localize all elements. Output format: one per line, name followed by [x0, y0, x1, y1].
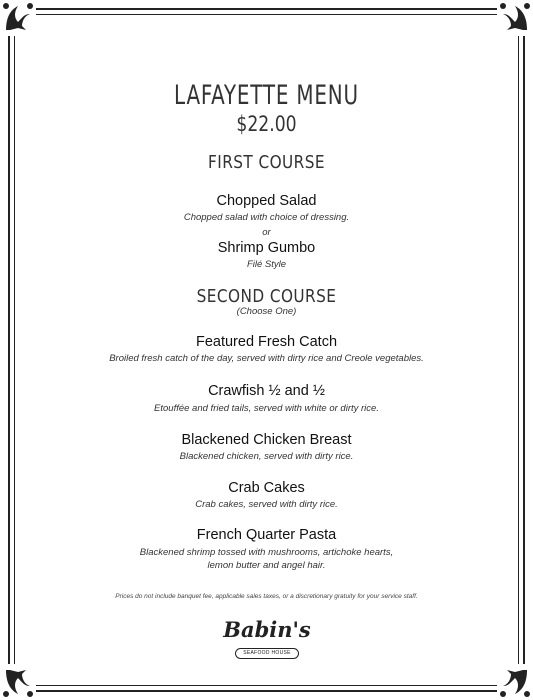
- menu-price: $22.00: [236, 112, 297, 136]
- second-course-heading: SECOND COURSE: [196, 286, 337, 307]
- first-course-heading: FIRST COURSE: [208, 152, 325, 173]
- or-separator: or: [262, 227, 271, 238]
- item-name: Crawfish ½ and ½: [208, 383, 325, 399]
- item-description: Chopped salad with choice of dressing.: [183, 212, 350, 223]
- item-name: Blackened Chicken Breast: [181, 432, 352, 448]
- babins-logo: [221, 617, 313, 665]
- item-description: lemon butter and angel hair.: [207, 560, 326, 571]
- item-name: French Quarter Pasta: [196, 527, 337, 543]
- fleur-de-lis-icon: [497, 664, 533, 700]
- item-description: Broiled fresh catch of the day, served with dirty rice and Creole vegetables.: [109, 353, 424, 364]
- second-course-subheading: (Choose One): [236, 306, 297, 317]
- logo-name: Babin's: [223, 617, 311, 642]
- item-description: Crab cakes, served with dirty rice.: [195, 499, 338, 510]
- fleur-de-lis-icon: [0, 664, 36, 700]
- footnote: Prices do not include banquet fee, applicable sales taxes, or a discretionary gratuity for your service staff.: [115, 593, 418, 600]
- item-name: Crab Cakes: [228, 480, 305, 496]
- logo-subtitle: SEAFOOD HOUSE: [235, 648, 299, 659]
- item-name: Shrimp Gumbo: [217, 240, 316, 256]
- item-name: Featured Fresh Catch: [195, 334, 338, 350]
- item-description: Blackened chicken, served with dirty rice.: [179, 451, 354, 462]
- fleur-de-lis-icon: [497, 0, 533, 36]
- item-name: Chopped Salad: [216, 193, 317, 209]
- item-description: Blackened shrimp tossed with mushrooms, artichoke hearts,: [139, 547, 394, 558]
- item-description: Filé Style: [246, 259, 287, 270]
- item-description: Etouffée and fried tails, served with white or dirty rice.: [154, 403, 379, 414]
- menu-title: LAFAYETTE MENU: [174, 80, 359, 111]
- fleur-de-lis-icon: [0, 0, 36, 36]
